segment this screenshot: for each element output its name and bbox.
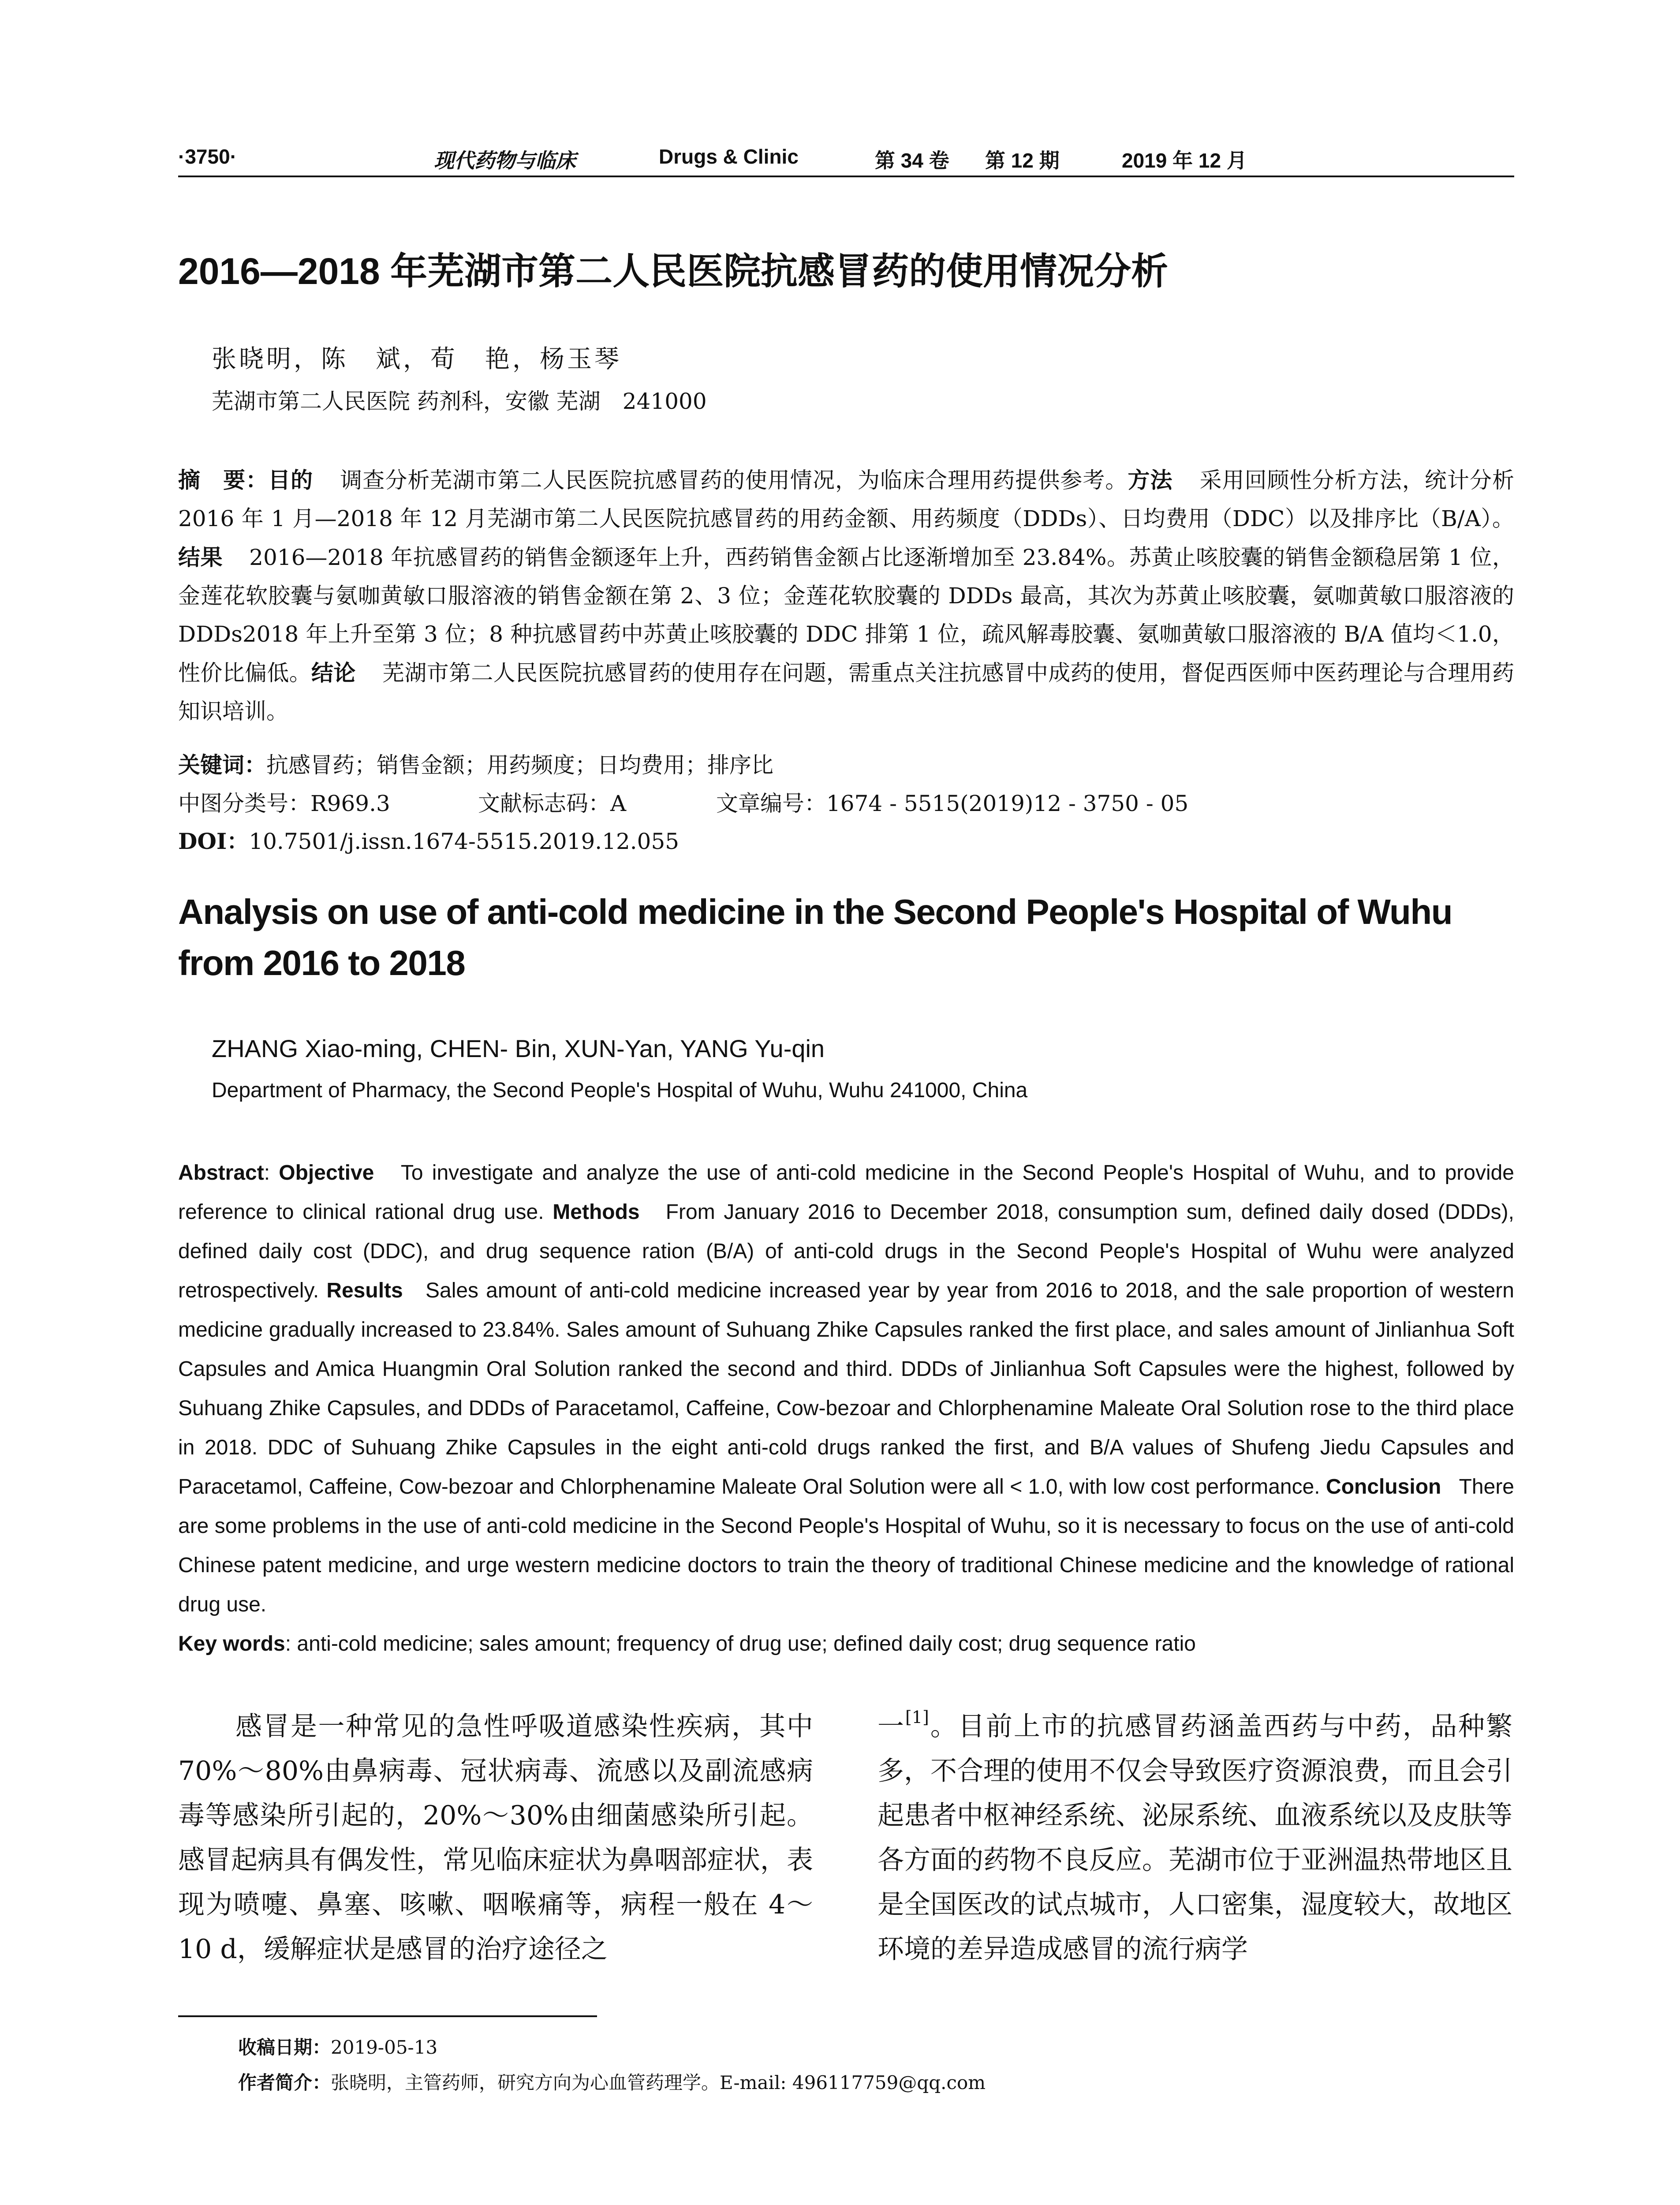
objective-label-cn: 目的 <box>268 467 314 493</box>
body-paragraph-right <box>877 1704 1512 1972</box>
results-label-cn: 结果 <box>178 544 223 570</box>
keywords-cn-label: 关键词： <box>178 752 266 778</box>
footnote-rule <box>178 2015 597 2017</box>
objective-cn: 调查分析芜湖市第二人民医院抗感冒药的使用情况，为临床合理用药提供参考。 <box>340 467 1128 493</box>
methods-cn: 采用回顾性分析方法，统计分析 2016 年 1 月—2018 年 12 月芜湖市第二人民医院抗感冒药的用药金额、用药频度（DDDs）、日均费用（DDC）以及排序比（B/A）。 <box>178 467 1515 531</box>
volume: 第 34 卷 <box>875 149 949 172</box>
doi-line <box>178 824 679 856</box>
body-column-right <box>877 1704 1512 1972</box>
results-label-en: Results <box>326 1279 403 1302</box>
footnote-author-bio <box>238 2068 986 2095</box>
body-right-text: 。目前上市的抗感冒药涵盖西药与中药，品种繁多，不合理的使用不仅会导致医疗资源浪费，而且会引起患者中枢神经系统、泌尿系统、血液系统以及皮肤等各方面的药物不良反应。芜湖市位于亚洲温热带地区且是全国医改的试点城市，人口密集，湿度较大，故地区环境的差异造成感冒的流行病学 <box>877 1711 1513 1965</box>
abstract-en: Abstract: Objective To investigate and analyze the use of anti-cold medicine in the Second People's Hospital of Wuhu, and to provide reference to clinical rational drug use. Methods From January 2016 to December 2018, consumption sum, defined daily dosed (DDDs), defined daily cost (DDC), and drug sequence ration (B/A) of anti-cold drugs in the Second People's Hospital of Wuhu were analyzed retrospectively. Results Sales amount of anti-cold medicine increased year by year from 2016 to 2018, and the sale proportion of western medicine gradually increased to 23.84%. Sales amount of Suhuang Zhike Capsules ranked the first place, and sales amount of Jinlianhua Soft Capsules and Amica Huangmin Oral Solution ranked the second and third. DDDs of Jinlianhua Soft Capsules were the highest, followed by Suhuang Zhike Capsules, and DDDs of Paracetamol, Caffeine, Cow-bezoar and Chlorphenamine Maleate Oral Solution rose to the third place in 2018. DDC of Suhuang Zhike Capsules in the eight anti-cold drugs ranked the first, and B/A values of Shufeng Jiedu Capsules and Paracetamol, Caffeine, Cow-bezoar and Chlorphenamine Maleate Oral Solution were all < 1.0, with low cost performance. Conclusion There are some problems in the use of anti-cold medicine in the Second People's Hospital of Wuhu, so it is necessary to focus on the use of anti-cold Chinese patent medicine, and urge western medicine doctors to train the theory of traditional Chinese medicine and the knowledge of rational drug use. <box>178 1161 1515 1616</box>
authors-cn: 张晓明，陈 斌，荀 艳，杨玉琴 <box>212 345 622 374</box>
received-label: 收稿日期： <box>238 2037 331 2058</box>
bio-label: 作者简介： <box>238 2072 331 2093</box>
objective-en: To investigate and analyze the use of anti-cold medicine in the Second People's Hospital of Wuhu, and to provide reference to clinical rational drug use. <box>178 1161 1515 1224</box>
issue: 第 12 期 <box>985 149 1060 172</box>
title-cn: 2016—2018 年芜湖市第二人民医院抗感冒药的使用情况分析 <box>178 250 1169 292</box>
doi-value: 10.7501/j.issn.1674-5515.2019.12.055 <box>249 829 679 854</box>
methods-en: From January 2016 to December 2018, consumption sum, defined daily dosed (DDDs), defined daily cost (DDC), and drug sequence ration (B/A) of anti-cold drugs in the Second People's Hospital of Wuhu were analyzed retrospectively. <box>178 1200 1514 1302</box>
clc-label: 中图分类号： <box>178 791 310 816</box>
received-date: 2019-05-13 <box>331 2037 438 2058</box>
affiliation-cn: 芜湖市第二人民医院 药剂科，安徽 芜湖 241000 <box>212 389 707 414</box>
citation-ref: [1] <box>905 1708 929 1727</box>
affiliation-en: Department of Pharmacy, the Second People's Hospital of Wuhu, Wuhu 241000, China <box>212 1079 1028 1102</box>
article-no-value: 1674 - 5515(2019)12 - 3750 - 05 <box>826 791 1189 816</box>
body-right-lead: 一 <box>877 1711 906 1742</box>
results-cn: 2016—2018 年抗感冒药的销售金额逐年上升，西药销售金额占比逐渐增加至 23.84%。苏黄止咳胶囊的销售金额稳居第 1 位，金莲花软胶囊与氨咖黄敏口服溶液的销售金额在第 2、3 位；金莲花软胶囊的 DDDs 最高，其次为苏黄止咳胶囊，氨咖黄敏口服溶液的 DDDs2018 年上升至第 3 位；8 种抗感冒药中苏黄止咳胶囊的 DDC 排第 1 位，疏风解毒胶囊、氨咖黄敏口服溶液的 B/A 值均＜1.0，性价比偏低。 <box>178 545 1514 686</box>
classification-line <box>178 786 1188 818</box>
conclusion-en: There are some problems in the use of anti-cold medicine in the Second People's Hospital of Wuhu, so it is necessary to focus on the use of anti-cold Chinese patent medicine, and urge western medicine doctors to train the theory of traditional Chinese medicine and the knowledge of rational drug use. <box>178 1475 1514 1616</box>
doc-code-value: A <box>610 791 627 816</box>
body-column-left <box>178 1704 813 1972</box>
methods-label-en: Methods <box>553 1200 640 1224</box>
keywords-cn <box>178 747 773 779</box>
clc-value: R969.3 <box>310 791 390 816</box>
abstract-cn-label: 摘 要： <box>178 467 269 493</box>
bio-text: 张晓明，主管药师，研究方向为心血管药理学。E-mail: 496117759@qq.com <box>331 2072 986 2093</box>
issue-date: 2019 年 12 月 <box>1122 149 1247 172</box>
keywords-en: Key words: anti-cold medicine; sales amount; frequency of drug use; defined daily cost; drug sequence ratio <box>178 1632 1196 1656</box>
keywords-en-label: Key words <box>178 1632 285 1656</box>
abstract-cn <box>178 461 1514 731</box>
doi-label: DOI： <box>178 828 249 854</box>
keywords-cn-text: 抗感冒药；销售金额；用药频度；日均费用；排序比 <box>266 752 773 778</box>
abstract-en-label: Abstract <box>178 1161 264 1185</box>
conclusion-label-cn: 结论 <box>311 660 356 686</box>
title-en: Analysis on use of anti-cold medicine in the Second People's Hospital of Wuhu from 2016 to 2018 <box>178 892 1452 983</box>
running-header <box>178 140 1514 176</box>
methods-label-cn: 方法 <box>1127 467 1173 493</box>
doc-code-label: 文献标志码： <box>478 791 610 816</box>
conclusion-label-en: Conclusion <box>1326 1475 1441 1499</box>
results-en: Sales amount of anti-cold medicine increased year by year from 2016 to 2018, and the sale proportion of western medicine gradually increased to 23.84%. Sales amount of Suhuang Zhike Capsules ranked the first place, and sales amount of Jinlianhua Soft Capsules and Amica Huangmin Oral Solution ranked the second and third. DDDs of Jinlianhua Soft Capsules were the highest, followed by Suhuang Zhike Capsules, and DDDs of Paracetamol, Caffeine, Cow-bezoar and Chlorphenamine Maleate Oral Solution rose to the third place in 2018. DDC of Suhuang Zhike Capsules in the eight anti-cold drugs ranked the first, and B/A values of Shufeng Jiedu Capsules and Paracetamol, Caffeine, Cow-bezoar and Chlorphenamine Maleate Oral Solution were all < 1.0, with low cost performance. <box>178 1279 1514 1499</box>
conclusion-cn: 芜湖市第二人民医院抗感冒药的使用存在问题，需重点关注抗感冒中成药的使用，督促西医师中医药理论与合理用药知识培训。 <box>178 660 1515 724</box>
header-rule <box>178 176 1514 177</box>
page-number: ·3750· <box>178 145 237 168</box>
footnote-received <box>238 2033 437 2059</box>
authors-en: ZHANG Xiao-ming, CHEN- Bin, XUN-Yan, YANG Yu-qin <box>212 1035 825 1062</box>
body-paragraph-left: 感冒是一种常见的急性呼吸道感染性疾病，其中 70%～80%由鼻病毒、冠状病毒、流感以及副流感病毒等感染所引起的，20%～30%由细菌感染所引起。感冒起病具有偶发性，常见临床症状为鼻咽部症状，表现为喷嚏、鼻塞、咳嗽、咽喉痛等，病程一般在 4～10 d，缓解症状是感冒的治疗途径之 <box>178 1711 813 1965</box>
keywords-en-text: anti-cold medicine; sales amount; frequency of drug use; defined daily cost; drug sequence ratio <box>297 1632 1196 1656</box>
journal-name-en: Drugs & Clinic <box>659 145 799 168</box>
objective-label-en: Objective <box>279 1161 374 1185</box>
article-no-label: 文章编号： <box>716 791 826 816</box>
journal-name-cn: 现代药物与临床 <box>434 149 576 172</box>
